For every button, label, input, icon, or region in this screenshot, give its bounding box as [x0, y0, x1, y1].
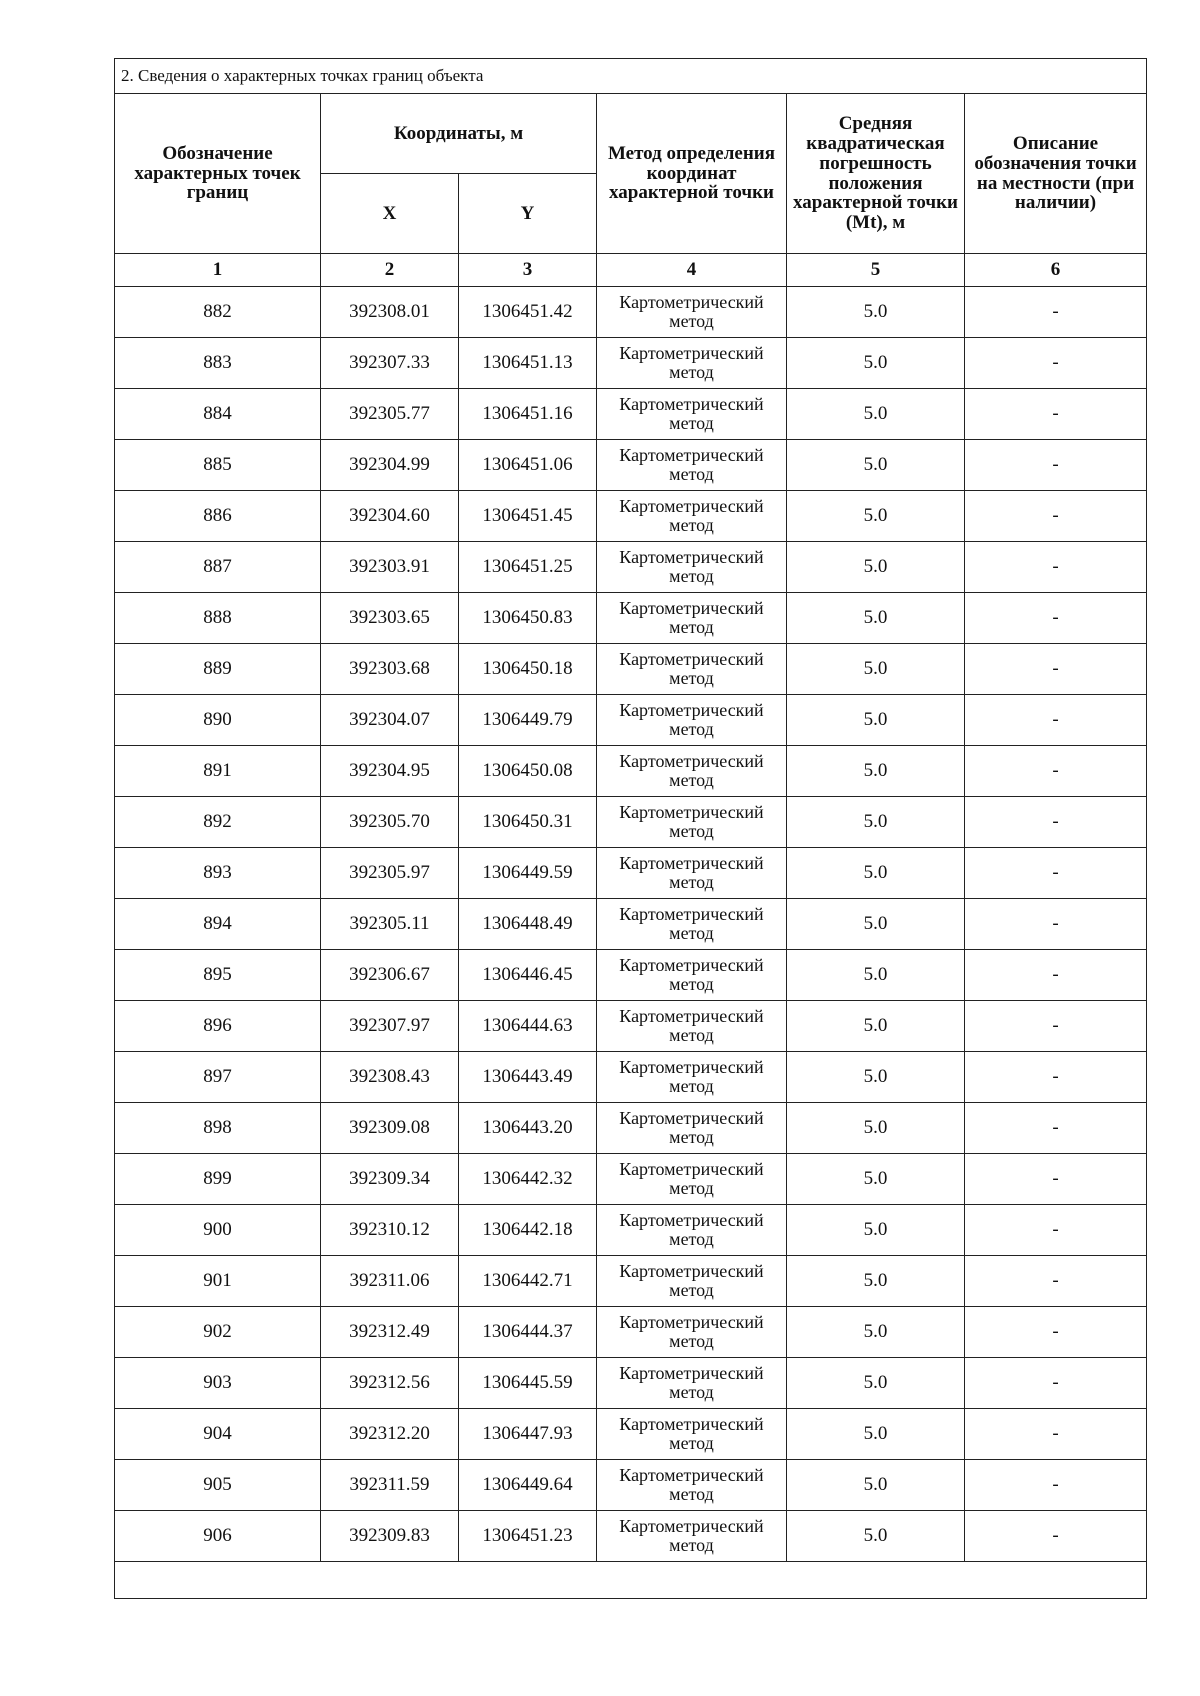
column-number: 6: [965, 254, 1147, 287]
x-coordinate-cell: 392305.70: [321, 797, 459, 848]
point-id-cell: 905: [115, 1460, 321, 1511]
point-id-cell: 897: [115, 1052, 321, 1103]
y-coordinate-cell: 1306451.06: [459, 440, 597, 491]
description-cell: -: [965, 1511, 1147, 1562]
y-coordinate-cell: 1306449.79: [459, 695, 597, 746]
method-cell: Картометрический метод: [597, 491, 787, 542]
header-y: Y: [459, 174, 597, 254]
point-id-cell: 894: [115, 899, 321, 950]
method-cell: Картометрический метод: [597, 950, 787, 1001]
description-cell: -: [965, 1460, 1147, 1511]
method-cell: Картометрический метод: [597, 848, 787, 899]
column-number: 2: [321, 254, 459, 287]
point-id-cell: 886: [115, 491, 321, 542]
description-cell: -: [965, 848, 1147, 899]
method-cell: Картометрический метод: [597, 1154, 787, 1205]
y-coordinate-cell: 1306450.08: [459, 746, 597, 797]
description-cell: -: [965, 1307, 1147, 1358]
table-row: [115, 491, 1147, 542]
table-row: [115, 1511, 1147, 1562]
table-row: [115, 797, 1147, 848]
point-id-cell: 904: [115, 1409, 321, 1460]
point-id-cell: 888: [115, 593, 321, 644]
table-row: [115, 1256, 1147, 1307]
table-row: [115, 899, 1147, 950]
table-row: [115, 1001, 1147, 1052]
x-coordinate-cell: 392309.83: [321, 1511, 459, 1562]
method-cell: Картометрический метод: [597, 542, 787, 593]
y-coordinate-cell: 1306450.18: [459, 644, 597, 695]
description-cell: -: [965, 1001, 1147, 1052]
description-cell: -: [965, 1358, 1147, 1409]
y-coordinate-cell: 1306450.31: [459, 797, 597, 848]
y-coordinate-cell: 1306449.64: [459, 1460, 597, 1511]
description-cell: -: [965, 1256, 1147, 1307]
point-id-cell: 890: [115, 695, 321, 746]
accuracy-cell: 5.0: [787, 1256, 965, 1307]
table-row: [115, 542, 1147, 593]
method-cell: Картометрический метод: [597, 1307, 787, 1358]
accuracy-cell: 5.0: [787, 746, 965, 797]
boundary-points-table: [114, 58, 1147, 1599]
accuracy-cell: 5.0: [787, 1511, 965, 1562]
description-cell: -: [965, 287, 1147, 338]
y-coordinate-cell: 1306444.63: [459, 1001, 597, 1052]
document-sheet: [114, 58, 1146, 1599]
method-cell: Картометрический метод: [597, 1001, 787, 1052]
header-accuracy: Средняя квадратическая погрешность положения характерной точки (Mt), м: [787, 94, 965, 254]
x-coordinate-cell: 392311.06: [321, 1256, 459, 1307]
column-number: 3: [459, 254, 597, 287]
accuracy-cell: 5.0: [787, 593, 965, 644]
point-id-cell: 884: [115, 389, 321, 440]
y-coordinate-cell: 1306448.49: [459, 899, 597, 950]
method-cell: Картометрический метод: [597, 287, 787, 338]
table-row: [115, 1307, 1147, 1358]
caption-row: [115, 59, 1147, 94]
description-cell: -: [965, 1052, 1147, 1103]
x-coordinate-cell: 392304.07: [321, 695, 459, 746]
description-cell: -: [965, 593, 1147, 644]
description-cell: -: [965, 491, 1147, 542]
description-cell: -: [965, 899, 1147, 950]
description-cell: -: [965, 389, 1147, 440]
x-coordinate-cell: 392310.12: [321, 1205, 459, 1256]
table-row: [115, 1103, 1147, 1154]
x-coordinate-cell: 392312.20: [321, 1409, 459, 1460]
method-cell: Картометрический метод: [597, 440, 787, 491]
method-cell: Картометрический метод: [597, 746, 787, 797]
method-cell: Картометрический метод: [597, 1256, 787, 1307]
x-coordinate-cell: 392306.67: [321, 950, 459, 1001]
description-cell: -: [965, 797, 1147, 848]
x-coordinate-cell: 392307.97: [321, 1001, 459, 1052]
x-coordinate-cell: 392309.08: [321, 1103, 459, 1154]
y-coordinate-cell: 1306442.32: [459, 1154, 597, 1205]
description-cell: -: [965, 440, 1147, 491]
table-row: [115, 1154, 1147, 1205]
accuracy-cell: 5.0: [787, 338, 965, 389]
accuracy-cell: 5.0: [787, 644, 965, 695]
table-row: [115, 1358, 1147, 1409]
x-coordinate-cell: 392303.91: [321, 542, 459, 593]
description-cell: -: [965, 695, 1147, 746]
y-coordinate-cell: 1306450.83: [459, 593, 597, 644]
accuracy-cell: 5.0: [787, 389, 965, 440]
accuracy-cell: 5.0: [787, 1052, 965, 1103]
x-coordinate-cell: 392312.56: [321, 1358, 459, 1409]
x-coordinate-cell: 392309.34: [321, 1154, 459, 1205]
point-id-cell: 892: [115, 797, 321, 848]
table-row: [115, 1052, 1147, 1103]
method-cell: Картометрический метод: [597, 389, 787, 440]
header-x: X: [321, 174, 459, 254]
description-cell: -: [965, 1103, 1147, 1154]
x-coordinate-cell: 392308.43: [321, 1052, 459, 1103]
method-cell: Картометрический метод: [597, 899, 787, 950]
column-number: 5: [787, 254, 965, 287]
method-cell: Картометрический метод: [597, 1052, 787, 1103]
accuracy-cell: 5.0: [787, 899, 965, 950]
y-coordinate-cell: 1306451.25: [459, 542, 597, 593]
table-row: [115, 695, 1147, 746]
point-id-cell: 901: [115, 1256, 321, 1307]
table-row: [115, 440, 1147, 491]
y-coordinate-cell: 1306451.16: [459, 389, 597, 440]
y-coordinate-cell: 1306443.49: [459, 1052, 597, 1103]
y-coordinate-cell: 1306444.37: [459, 1307, 597, 1358]
x-coordinate-cell: 392304.99: [321, 440, 459, 491]
description-cell: -: [965, 1205, 1147, 1256]
table-row: [115, 848, 1147, 899]
empty-footer-row: [115, 1562, 1147, 1599]
accuracy-cell: 5.0: [787, 1205, 965, 1256]
y-coordinate-cell: 1306451.45: [459, 491, 597, 542]
point-id-cell: 900: [115, 1205, 321, 1256]
table-row: [115, 1409, 1147, 1460]
x-coordinate-cell: 392308.01: [321, 287, 459, 338]
method-cell: Картометрический метод: [597, 797, 787, 848]
y-coordinate-cell: 1306442.18: [459, 1205, 597, 1256]
x-coordinate-cell: 392304.60: [321, 491, 459, 542]
point-id-cell: 906: [115, 1511, 321, 1562]
y-coordinate-cell: 1306451.13: [459, 338, 597, 389]
method-cell: Картометрический метод: [597, 644, 787, 695]
point-id-cell: 895: [115, 950, 321, 1001]
table-row: [115, 1460, 1147, 1511]
point-id-cell: 902: [115, 1307, 321, 1358]
point-id-cell: 885: [115, 440, 321, 491]
accuracy-cell: 5.0: [787, 848, 965, 899]
method-cell: Картометрический метод: [597, 1409, 787, 1460]
table-row: [115, 338, 1147, 389]
table-caption: 2. Сведения о характерных точках границ объекта: [115, 59, 1147, 94]
accuracy-cell: 5.0: [787, 1154, 965, 1205]
x-coordinate-cell: 392303.65: [321, 593, 459, 644]
y-coordinate-cell: 1306443.20: [459, 1103, 597, 1154]
x-coordinate-cell: 392307.33: [321, 338, 459, 389]
x-coordinate-cell: 392303.68: [321, 644, 459, 695]
column-number-row: [115, 254, 1147, 287]
y-coordinate-cell: 1306447.93: [459, 1409, 597, 1460]
description-cell: -: [965, 338, 1147, 389]
header-point-designation: Обозначение характерных точек границ: [115, 94, 321, 254]
description-cell: -: [965, 950, 1147, 1001]
method-cell: Картометрический метод: [597, 1460, 787, 1511]
table-row: [115, 593, 1147, 644]
accuracy-cell: 5.0: [787, 440, 965, 491]
y-coordinate-cell: 1306449.59: [459, 848, 597, 899]
accuracy-cell: 5.0: [787, 542, 965, 593]
point-id-cell: 893: [115, 848, 321, 899]
point-id-cell: 882: [115, 287, 321, 338]
description-cell: -: [965, 1409, 1147, 1460]
accuracy-cell: 5.0: [787, 491, 965, 542]
accuracy-cell: 5.0: [787, 1409, 965, 1460]
accuracy-cell: 5.0: [787, 797, 965, 848]
accuracy-cell: 5.0: [787, 1001, 965, 1052]
point-id-cell: 887: [115, 542, 321, 593]
accuracy-cell: 5.0: [787, 287, 965, 338]
point-id-cell: 889: [115, 644, 321, 695]
accuracy-cell: 5.0: [787, 695, 965, 746]
x-coordinate-cell: 392305.77: [321, 389, 459, 440]
point-id-cell: 903: [115, 1358, 321, 1409]
header-row-top: [115, 94, 1147, 174]
point-id-cell: 883: [115, 338, 321, 389]
header-coordinates: Координаты, м: [321, 94, 597, 174]
x-coordinate-cell: 392304.95: [321, 746, 459, 797]
x-coordinate-cell: 392312.49: [321, 1307, 459, 1358]
x-coordinate-cell: 392305.11: [321, 899, 459, 950]
description-cell: -: [965, 1154, 1147, 1205]
column-number: 1: [115, 254, 321, 287]
column-number: 4: [597, 254, 787, 287]
accuracy-cell: 5.0: [787, 1460, 965, 1511]
empty-cell: [115, 1562, 1147, 1599]
y-coordinate-cell: 1306446.45: [459, 950, 597, 1001]
point-id-cell: 891: [115, 746, 321, 797]
method-cell: Картометрический метод: [597, 1358, 787, 1409]
x-coordinate-cell: 392305.97: [321, 848, 459, 899]
accuracy-cell: 5.0: [787, 1103, 965, 1154]
table-row: [115, 644, 1147, 695]
table-row: [115, 950, 1147, 1001]
y-coordinate-cell: 1306442.71: [459, 1256, 597, 1307]
accuracy-cell: 5.0: [787, 1307, 965, 1358]
description-cell: -: [965, 746, 1147, 797]
accuracy-cell: 5.0: [787, 950, 965, 1001]
method-cell: Картометрический метод: [597, 338, 787, 389]
accuracy-cell: 5.0: [787, 1358, 965, 1409]
y-coordinate-cell: 1306451.23: [459, 1511, 597, 1562]
table-row: [115, 287, 1147, 338]
description-cell: -: [965, 644, 1147, 695]
table-body: [115, 287, 1147, 1562]
y-coordinate-cell: 1306445.59: [459, 1358, 597, 1409]
table-row: [115, 746, 1147, 797]
point-id-cell: 898: [115, 1103, 321, 1154]
method-cell: Картометрический метод: [597, 1103, 787, 1154]
x-coordinate-cell: 392311.59: [321, 1460, 459, 1511]
table-row: [115, 389, 1147, 440]
method-cell: Картометрический метод: [597, 593, 787, 644]
header-description: Описание обозначения точки на местности (при наличии): [965, 94, 1147, 254]
point-id-cell: 899: [115, 1154, 321, 1205]
method-cell: Картометрический метод: [597, 695, 787, 746]
method-cell: Картометрический метод: [597, 1511, 787, 1562]
description-cell: -: [965, 542, 1147, 593]
header-method: Метод определения координат характерной точки: [597, 94, 787, 254]
table-row: [115, 1205, 1147, 1256]
method-cell: Картометрический метод: [597, 1205, 787, 1256]
point-id-cell: 896: [115, 1001, 321, 1052]
y-coordinate-cell: 1306451.42: [459, 287, 597, 338]
